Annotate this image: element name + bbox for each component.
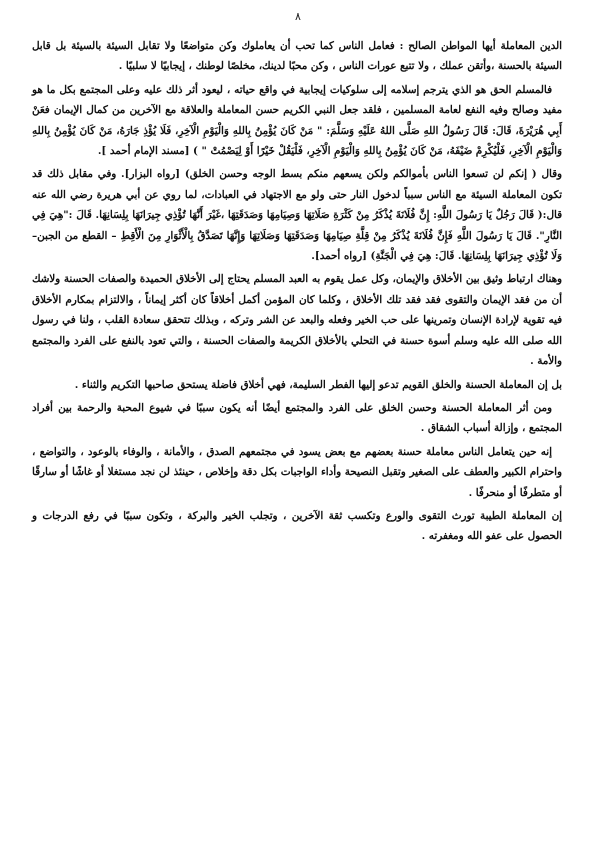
paragraph-effect-on-society: ومن أثر المعاملة الحسنة وحسن الخلق على الفرد والمجتمع أيضًا أنه يكون سببًا في شيوع المحبة والرحمة بين أفراد المجتمع ، وإزالة أسباب الشقاق . [32, 401, 562, 435]
paragraph-ethics-faith: وهناك ارتباط وثيق بين الأخلاق والإيمان، وكل عمل يقوم به العبد المسلم يحتاج إلى الأخلاق الحميدة والصفات الحسنة ولاشك أن من فقد الإيمان والتقوى فقد فقد تلك الأخلاق ، وكلما كان المؤمن أكمل أخلاقاً كان أكثر إيماناً ، والالتزام بمكارم الأخلاق فيه تقوية لإرادة الإنسان وتمرينها على حب الخير وفعله والبعد عن الشر وتركه ، وبذلك تتحقق سعادة القلب ، ولنا في رسول الله صلى الله عليه وسلم أسوة حسنة في التحلي بالأخلاق الكريمة والصفات الحسنة ، والتي تعود بالنفع على الفرد والمجتمع والأمة . [32, 273, 562, 368]
paragraph-hadith-bazzar: وقال ( إنكم لن تسعوا الناس بأموالكم ولكن يسعهم منكم بسط الوجه وحسن الخلق) [رواه البزار]. وفي مقابل ذلك قد تكون المعاملة السيئة مع الناس سبباً لدخول النار حتى ولو مع الاجتهاد في العبادات، لما روي عن أبي هريرة رضي الله عنه قال:( قَالَ رَجُلٌ يَا رَسُولَ اللَّهِ: إِنَّ فُلَانَةَ يُذْكَرُ مِنْ كَثْرَةِ صَلَاتِهَا وَصِيَامِهَا وَصَدَقَتِهَا ،غَيْرَ أَنَّهَا تُؤْذِي جِيرَانَهَا بِلِسَانِهَا. قَالَ :"هِيَ فِي النَّارِ". قَالَ يَا رَسُولَ اللَّهِ فَإِنَّ فُلَانَةَ يُذْكَرُ مِنْ قِلَّةِ صِيَامِهَا وَصَدَقَتِهَا وَصَلَاتِهَا وَإِنَّهَا تَصَدَّقُ بِالْأَثْوَارِ مِنَ الْأَقِطِ – القطع من الجبن– وَلَا تُؤْذِي جِيرَانَهَا بِلِسَانِهَا. قَالَ: هِيَ فِي الْجَنَّةِ) [رواه أحمد]. [32, 168, 562, 263]
paragraph-conclusion: إن المعاملة الطيبة تورث التقوى والورع وتكسب ثقة الآخرين ، وتجلب الخير والبركة ، وتكون سببًا في رفع الدرجات و الحصول على عفو الله ومغفرته . [32, 509, 562, 543]
paragraph-good-dealings: إنه حين يتعامل الناس معاملة حسنة بعضهم مع بعض يسود في مجتمعهم الصدق ، والأمانة ، والوفاء بالوعود ، والتواضع ، واحترام الكبير والعطف على الصغير وتقبل النصيحة وأداء الواجبات بكل دقة وإخلاص ، حينئذ لن نجد مستغلا أو غاشًا أو سارقًا أو متطرفًا أو منحرفًا . [32, 445, 562, 499]
page-number: ٨ [295, 10, 301, 23]
paragraph-intro: الدين المعاملة أيها المواطن الصالح : فعامل الناس كما تحب أن يعاملوك وكن متواضعًا ولا تقابل السيئة بالسيئة بل قابل السيئة بالحسنة ،وأتقن عملك ، ولا تتبع عورات الناس ، وكن محبًا لدينك، مخلصًا لوطنك ، إيجابيًا لا سلبيًا . [32, 40, 562, 73]
paragraph-sound-nature: بل إن المعاملة الحسنة والخلق القويم تدعو إليها الفطر السليمة، فهي أخلاق فاضلة يستحق صاحبها التكريم والثناء . [74, 378, 562, 391]
body-text [32, 36, 562, 550]
paragraph-true-muslim: فالمسلم الحق هو الذي يترجم إسلامه إلى سلوكيات إيجابية في واقع حياته ، ليعود أثر ذلك عليه وعلى المجتمع بكل ما هو مفيد وصالح وفيه النفع لعامة المسلمين ، فلقد جعل النبي الكريم حسن المعاملة والعلاقة مع الآخرين من كمال الإيمان فعَنْ أَبِي هُرَيْرَةَ، قَالَ: قَالَ رَسُولُ اللهِ صَلَّى اللهُ عَلَيْهِ وَسَلَّمَ: " مَنْ كَانَ يُؤْمِنُ بِاللهِ وَالْيَوْمِ الْآخِرِ، فَلَا يُؤْذِ جَارَهُ، مَنْ كَانَ يُؤْمِنُ بِاللهِ وَالْيَوْمِ الْآخِرِ، فَلْيُكْرِمْ ضَيْفَهُ، مَنْ كَانَ يُؤْمِنُ بِاللهِ وَالْيَوْمِ الْآخِرِ، فَلْيَقُلْ خَيْرًا أَوْ لِيَصْمُتْ " ) [مسند الإمام أحمد ]. [32, 83, 562, 158]
